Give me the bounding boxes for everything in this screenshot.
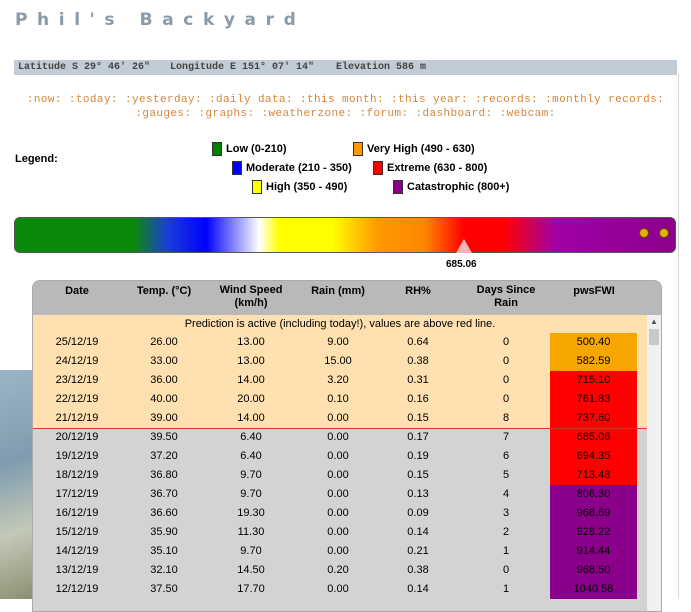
table-row: [33, 580, 647, 599]
cell-wind: 17.70: [237, 583, 265, 595]
legend-item-low: Low (0-210): [212, 142, 287, 156]
cell-temp: 37.50: [150, 583, 178, 595]
cell-rain: 0.20: [327, 564, 349, 576]
col-date: Date: [65, 285, 89, 297]
cell-fwi: 806.30: [550, 485, 637, 504]
cell-rain: 9.00: [327, 336, 349, 348]
cell-date: 14/12/19: [55, 545, 99, 557]
prediction-red-line: [33, 428, 647, 429]
gauge-pointer-icon: [456, 239, 472, 253]
nav-graphs[interactable]: :graphs:: [198, 108, 255, 120]
prediction-note: Prediction is active (including today!), values are above red line.: [184, 318, 496, 330]
nav-yesterday[interactable]: :yesterday:: [124, 94, 202, 106]
cell-fwi: 968.50: [550, 561, 637, 580]
cell-rh: 0.38: [407, 564, 429, 576]
cell-fwi: 1040.58: [550, 580, 637, 599]
cell-fwi: 500.40: [550, 333, 637, 352]
cell-rain: 0.10: [327, 393, 349, 405]
cell-wind: 14.50: [237, 564, 265, 576]
cell-fwi: 914.44: [550, 542, 637, 561]
cell-rain: 0.00: [327, 583, 349, 595]
scroll-up-icon[interactable]: ▲: [650, 317, 658, 326]
col-days: Days Since Rain: [476, 284, 536, 309]
cell-wind: 19.30: [237, 507, 265, 519]
cell-rh: 0.17: [407, 431, 429, 443]
cell-fwi: 737.60: [550, 409, 637, 428]
cell-wind: 11.30: [237, 526, 265, 538]
cell-rh: 0.31: [407, 374, 429, 386]
legend-swatch-high: [252, 180, 262, 194]
cell-rain: 0.00: [327, 431, 349, 443]
cell-temp: 36.60: [150, 507, 178, 519]
cell-rh: 0.09: [407, 507, 429, 519]
cell-date: 15/12/19: [55, 526, 99, 538]
cell-temp: 36.00: [150, 374, 178, 386]
cell-date: 12/12/19: [55, 583, 99, 595]
cell-fwi: 685.06: [550, 428, 637, 447]
cell-temp: 36.70: [150, 488, 178, 500]
cell-days: 5: [502, 469, 510, 481]
cell-rain: 0.00: [327, 412, 349, 424]
col-wind: Wind Speed (km/h): [219, 284, 283, 309]
table-row: [33, 542, 647, 561]
table-row: [33, 504, 647, 523]
latitude: Latitude S 29° 46' 26": [18, 62, 151, 73]
cell-fwi: 928.22: [550, 523, 637, 542]
cell-days: 1: [502, 545, 510, 557]
cell-temp: 32.10: [150, 564, 178, 576]
cell-days: 0: [502, 374, 510, 386]
table-header: [33, 281, 661, 315]
cell-days: 2: [502, 526, 510, 538]
cell-temp: 33.00: [150, 355, 178, 367]
cell-wind: 13.00: [237, 355, 265, 367]
legend-swatch-very-high: [353, 142, 363, 156]
cell-rh: 0.14: [407, 583, 429, 595]
table-row: [33, 447, 647, 466]
cell-rh: 0.19: [407, 450, 429, 462]
cell-wind: 6.40: [240, 450, 262, 462]
cell-rain: 0.00: [327, 545, 349, 557]
cell-rain: 0.00: [327, 507, 349, 519]
cell-wind: 20.00: [237, 393, 265, 405]
page-title: Phil's Backyard: [15, 10, 306, 30]
table-row: [33, 352, 647, 371]
cell-date: 21/12/19: [55, 412, 99, 424]
table-row: [33, 485, 647, 504]
nav-today[interactable]: :today:: [68, 94, 118, 106]
cell-wind: 13.00: [237, 336, 265, 348]
nav-line-2: [0, 108, 691, 120]
nav-forum[interactable]: :forum:: [359, 108, 409, 120]
cell-days: 0: [502, 564, 510, 576]
fwi-gauge-bar: [14, 217, 676, 253]
smiley-icon: [659, 228, 669, 238]
cell-fwi: 715.10: [550, 371, 637, 390]
cell-rain: 15.00: [324, 355, 352, 367]
legend-label: Legend:: [15, 153, 58, 165]
location-bar: [14, 60, 677, 75]
col-fwi: pwsFWI: [573, 285, 615, 297]
cell-fwi: 968.69: [550, 504, 637, 523]
cell-rh: 0.38: [407, 355, 429, 367]
col-temp: Temp. (°C): [136, 285, 192, 297]
cell-fwi: 694.35: [550, 447, 637, 466]
legend-item-high: High (350 - 490): [252, 180, 347, 194]
cell-rain: 0.00: [327, 488, 349, 500]
cell-days: 0: [502, 355, 510, 367]
cell-temp: 26.00: [150, 336, 178, 348]
legend-item-catastrophic: Catastrophic (800+): [393, 180, 509, 194]
cell-rh: 0.16: [407, 393, 429, 405]
legend-item-moderate: Moderate (210 - 350): [232, 161, 352, 175]
nav-webcam[interactable]: :webcam:: [499, 108, 556, 120]
scrollbar[interactable]: [647, 315, 661, 611]
cell-fwi: 713.48: [550, 466, 637, 485]
nav-records[interactable]: :records:: [475, 94, 539, 106]
scrollbar-thumb[interactable]: [649, 329, 659, 345]
cell-date: 23/12/19: [55, 374, 99, 386]
cell-days: 7: [502, 431, 510, 443]
cell-temp: 35.90: [150, 526, 178, 538]
cell-rain: 0.00: [327, 469, 349, 481]
col-rh: RH%: [405, 285, 431, 297]
nav-gauges[interactable]: :gauges:: [135, 108, 192, 120]
nav-weatherzone[interactable]: :weatherzone:: [261, 108, 353, 120]
cell-days: 3: [502, 507, 510, 519]
cell-wind: 14.00: [237, 412, 265, 424]
nav-this-month[interactable]: :this month:: [300, 94, 385, 106]
cell-days: 0: [502, 336, 510, 348]
nav-dashboard[interactable]: :dashboard:: [415, 108, 493, 120]
cell-date: 18/12/19: [55, 469, 99, 481]
cell-rh: 0.64: [407, 336, 429, 348]
cell-days: 0: [502, 393, 510, 405]
cell-date: 20/12/19: [55, 431, 99, 443]
cell-date: 17/12/19: [55, 488, 99, 500]
cell-date: 25/12/19: [55, 336, 99, 348]
legend-swatch-catastrophic: [393, 180, 403, 194]
divider: [678, 74, 679, 599]
cell-temp: 37.20: [150, 450, 178, 462]
cell-temp: 36.80: [150, 469, 178, 481]
nav-monthly-records[interactable]: :monthly records:: [545, 94, 665, 106]
cell-rh: 0.13: [407, 488, 429, 500]
cell-wind: 14.00: [237, 374, 265, 386]
cell-fwi: 582.59: [550, 352, 637, 371]
cell-wind: 9.70: [240, 545, 262, 557]
cell-rain: 3.20: [327, 374, 349, 386]
cell-rain: 0.00: [327, 450, 349, 462]
elevation: Elevation 586 m: [336, 62, 427, 73]
table-row: [33, 371, 647, 390]
legend-swatch-moderate: [232, 161, 242, 175]
legend-item-extreme: Extreme (630 - 800): [373, 161, 487, 175]
cell-date: 19/12/19: [55, 450, 99, 462]
cell-date: 22/12/19: [55, 393, 99, 405]
table-row: [33, 466, 647, 485]
cell-fwi: 761.83: [550, 390, 637, 409]
nav-this-year[interactable]: :this year:: [391, 94, 469, 106]
cell-temp: 35.10: [150, 545, 178, 557]
smiley-icon: [639, 228, 649, 238]
legend-swatch-low: [212, 142, 222, 156]
cell-days: 4: [502, 488, 510, 500]
fwi-table: [32, 280, 662, 612]
cell-rh: 0.15: [407, 469, 429, 481]
cell-days: 1: [502, 583, 510, 595]
nav-now[interactable]: :now:: [26, 94, 62, 106]
cell-wind: 9.70: [240, 469, 262, 481]
table-row: [33, 428, 647, 447]
cell-rain: 0.00: [327, 526, 349, 538]
longitude: Longitude E 151° 07' 14": [170, 62, 315, 73]
cell-days: 6: [502, 450, 510, 462]
legend-swatch-extreme: [373, 161, 383, 175]
cell-rh: 0.21: [407, 545, 429, 557]
cell-wind: 9.70: [240, 488, 262, 500]
cell-wind: 6.40: [240, 431, 262, 443]
background-photo: [0, 370, 32, 599]
nav-daily-data[interactable]: :daily data:: [208, 94, 293, 106]
table-row: [33, 561, 647, 580]
cell-rh: 0.14: [407, 526, 429, 538]
table-row: [33, 523, 647, 542]
cell-temp: 39.00: [150, 412, 178, 424]
legend-item-very-high: Very High (490 - 630): [353, 142, 475, 156]
nav-line-1: [0, 94, 691, 106]
table-row: [33, 333, 647, 352]
cell-days: 8: [502, 412, 510, 424]
cell-date: 13/12/19: [55, 564, 99, 576]
table-row: [33, 409, 647, 428]
cell-date: 16/12/19: [55, 507, 99, 519]
gauge-value: 685.06: [446, 259, 477, 270]
cell-temp: 39.50: [150, 431, 178, 443]
col-rain: Rain (mm): [311, 285, 365, 297]
cell-date: 24/12/19: [55, 355, 99, 367]
table-row: [33, 390, 647, 409]
cell-temp: 40.00: [150, 393, 178, 405]
cell-rh: 0.15: [407, 412, 429, 424]
